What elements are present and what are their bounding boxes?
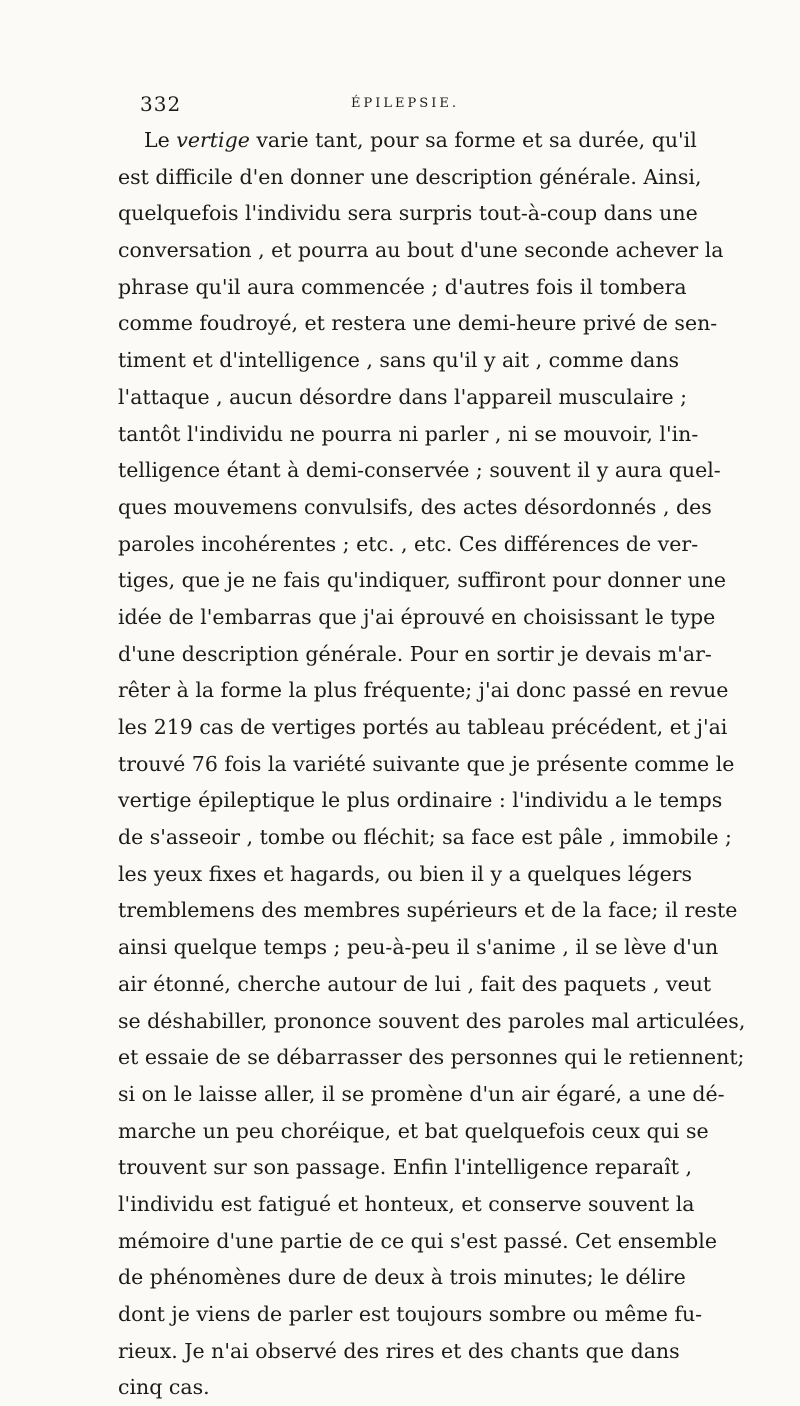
text-line: dont je viens de parler est toujours sombre ou même fu- — [118, 1302, 703, 1326]
text-line: conversation , et pourra au bout d'une seconde achever la — [118, 238, 724, 263]
running-title: ÉPILEPSIE. — [351, 96, 459, 111]
running-head — [140, 92, 670, 120]
text-line: vertige épileptique le plus ordinaire : l'individu a le temps — [118, 788, 723, 813]
text-line: si on le laisse aller, il se promène d'un air égaré, a une dé- — [118, 1081, 725, 1106]
text-line: idée de l'embarras que j'ai éprouvé en choisissant le type — [118, 604, 716, 629]
text-line: tremblemens des membres supérieurs et de la face; il reste — [118, 898, 738, 923]
text-line: ainsi quelque temps ; peu-à-peu il s'anime , il se lève d'un — [118, 935, 719, 960]
text-line: telligence étant à demi-conservée ; souvent il y aura quel- — [118, 458, 721, 483]
text-line: rieux. Je n'ai observé des rires et des chants que dans — [118, 1338, 680, 1363]
text-line: tiges, que je ne fais qu'indiquer, suffiront pour donner une — [118, 568, 727, 593]
text-line: tantôt l'individu ne pourra ni parler , ni se mouvoir, l'in- — [118, 421, 699, 446]
text-line: air étonné, cherche autour de lui , fait des paquets , veut — [118, 971, 712, 996]
text-line: comme foudroyé, et restera une demi-heure privé de sen- — [118, 311, 718, 336]
text-line: trouvé 76 fois la variété suivante que je présente comme le — [118, 751, 735, 776]
text-line: mémoire d'une partie de ce qui s'est passé. Cet ensemble — [118, 1228, 717, 1253]
text-line: l'individu est fatigué et honteux, et conserve souvent la — [118, 1191, 695, 1216]
text-line: marche un peu choréique, et bat quelquefois ceux qui se — [118, 1118, 709, 1143]
text-line: et essaie de se débarrasser des personnes qui le retiennent; — [118, 1045, 745, 1070]
text-line-first — [118, 122, 697, 159]
text-line: d'une description générale. Pour en sortir je devais m'ar- — [118, 641, 712, 666]
text-line: ques mouvemens convulsifs, des actes désordonnés , des — [118, 494, 712, 519]
text-line: les 219 cas de vertiges portés au tableau précédent, et j'ai — [118, 715, 728, 739]
text-line: l'attaque , aucun désordre dans l'appareil musculaire ; — [118, 384, 687, 409]
text-line: phrase qu'il aura commencée ; d'autres fois il tombera — [118, 274, 687, 299]
page-number: 332 — [140, 92, 182, 116]
text-line: trouvent sur son passage. Enfin l'intelligence reparaît , — [118, 1155, 693, 1180]
text-line: rêter à la forme la plus fréquente; j'ai donc passé en revue — [118, 678, 729, 703]
text-line-last: cinq cas. — [118, 1375, 210, 1400]
italic-term-vertige: vertige — [176, 128, 250, 152]
text-line: de phénomènes dure de deux à trois minutes; le délire — [118, 1265, 686, 1290]
text-line: de s'asseoir , tombe ou fléchit; sa face est pâle , immobile ; — [118, 825, 732, 850]
text-line: est difficile d'en donner une description générale. Ainsi, — [118, 164, 702, 189]
first-line-prefix: Le — [144, 128, 177, 152]
body-paragraph — [118, 122, 746, 1406]
text-line: se déshabiller, prononce souvent des paroles mal articulées, — [118, 1008, 746, 1033]
text-line: les yeux fixes et hagards, ou bien il y a quelques légers — [118, 861, 693, 886]
text-line: timent et d'intelligence , sans qu'il y ait , comme dans — [118, 348, 680, 373]
text-line: quelquefois l'individu sera surpris tout-à-coup dans une — [118, 201, 698, 226]
first-line-rest: varie tant, pour sa forme et sa durée, qu'il — [249, 128, 697, 152]
text-line: paroles incohérentes ; etc. , etc. Ces différences de ver- — [118, 531, 699, 556]
